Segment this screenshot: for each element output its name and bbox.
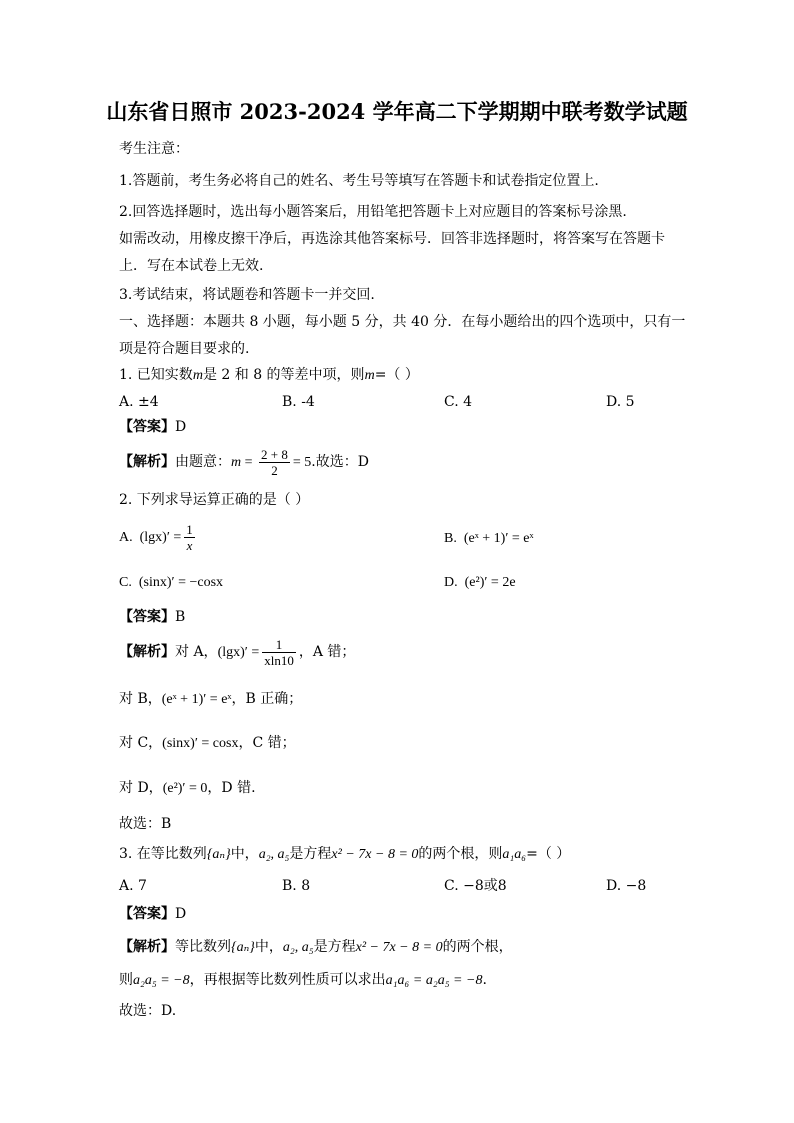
q2-option-d: D. (e²)′ = 2e [444, 575, 516, 590]
q1-fraction: $\frac{2 + 8}{2}$ [261, 446, 288, 478]
notice-item-1: 1.答题前，考生务必将自己的姓名、考生号等填写在答题卡和试卷指定位置上. [119, 173, 599, 189]
section-heading-line2: 项是符合题目要求的. [119, 341, 250, 357]
q1-answer [119, 418, 186, 436]
q3-conclusion: 故选：D. [119, 1003, 177, 1019]
q2-analysis-fraction: $\frac{1}{xln10}$ [264, 636, 294, 668]
q1-var-2: m [364, 368, 375, 383]
notice-item-2c: 上．写在本试卷上无效. [119, 258, 264, 274]
q3-option-d: D. −8 [606, 878, 647, 894]
q1-analysis-label: 【解析】 [119, 454, 175, 470]
q1-option-c: C. 4 [444, 394, 473, 410]
notice-item-3: 3.考试结束，将试题卷和答题卡一并交回. [119, 287, 375, 303]
q2-analysis-line1: 【解析】对 A，(lgx)′ = $\frac{1}{xln10}$ ，A 错； [119, 636, 356, 668]
q3-answer [119, 905, 186, 923]
q3-option-b: B. 8 [282, 878, 311, 894]
q1-analysis: 【解析】由题意：m = $\frac{2 + 8}{2}$ = 5.故选：D [119, 446, 369, 478]
question-2-stem: 2. 下列求导运算正确的是（ ） [119, 492, 310, 508]
q2-option-a: A. (lgx)′ = $\frac{1}{x}$ [119, 522, 193, 554]
question-3-stem: 3. 在等比数列{aₙ}中，a₂, a₅是方程x² − 7x − 8 = 0的两个根，则a₁a₆=（ ） [119, 846, 571, 862]
notice-item-2b: 如需改动，用橡皮擦干净后，再选涂其他答案标号．回答非选择题时，将答案写在答题卡 [119, 231, 665, 247]
q1-option-a: A. ±4 [119, 394, 159, 410]
question-1-stem [119, 366, 419, 385]
q3-answer-label: 【答案】 [119, 906, 175, 922]
q2-analysis-line4: 对 D，(e²)′ = 0，D 错. [119, 780, 256, 796]
q1-stem-c: =（ ） [374, 367, 419, 383]
section-heading-line1: 一、选择题：本题共 8 小题，每小题 5 分，共 40 分．在每小题给出的四个选项中，只有一 [119, 314, 686, 330]
q2-option-b: B. (eˣ + 1)′ = eˣ [444, 531, 534, 546]
q3-analysis-label: 【解析】 [119, 939, 175, 955]
q1-analysis-b: = 5 [292, 455, 312, 470]
q2-option-a-fraction: $\frac{1}{x}$ [186, 522, 193, 554]
q1-option-d: D. 5 [606, 394, 635, 410]
q3-answer-value: D [175, 906, 187, 922]
q2-analysis-label: 【解析】 [119, 644, 175, 660]
q2-answer [119, 608, 185, 626]
q3-analysis-line1: 【解析】等比数列{aₙ}中，a₂, a₅是方程x² − 7x − 8 = 0的两个根， [119, 939, 513, 955]
q3-option-c: C. −8或8 [444, 878, 507, 894]
q2-answer-label: 【答案】 [119, 609, 175, 625]
q2-analysis-line3: 对 C，(sinx)′ = cosx，C 错； [119, 735, 296, 751]
q3-analysis-line2: 则a₂a₅ = −8，再根据等比数列性质可以求出a₁a₆ = a₂a₅ = −8. [119, 972, 487, 988]
q2-answer-value: B [175, 609, 186, 625]
q2-analysis-line2: 对 B，(eˣ + 1)′ = eˣ，B 正确； [119, 691, 303, 707]
q1-var: m [192, 368, 203, 383]
q1-stem-b: 是 2 和 8 的等差中项，则 [202, 367, 365, 383]
q1-analysis-a: 由题意： [175, 454, 231, 470]
notice-heading: 考生注意： [119, 141, 189, 157]
notice-item-2a: 2.回答选择题时，选出每小题答案后，用铅笔把答题卡上对应题目的答案标号涂黑. [119, 204, 627, 220]
page-title: 山东省日照市 2023-2024 学年高二下学期期中联考数学试题 [106, 99, 688, 124]
q1-option-b: B. -4 [282, 394, 315, 410]
q1-answer-value: D [175, 419, 187, 435]
q2-option-c: C. (sinx)′ = −cosx [119, 575, 224, 590]
q1-analysis-c: .故选：D [311, 454, 369, 470]
q1-answer-label: 【答案】 [119, 419, 175, 435]
q1-stem-a: 1. 已知实数 [119, 367, 193, 383]
q2-conclusion: 故选：B [119, 816, 172, 832]
q1-analysis-var: m [231, 455, 242, 470]
q3-option-a: A. 7 [119, 878, 147, 894]
